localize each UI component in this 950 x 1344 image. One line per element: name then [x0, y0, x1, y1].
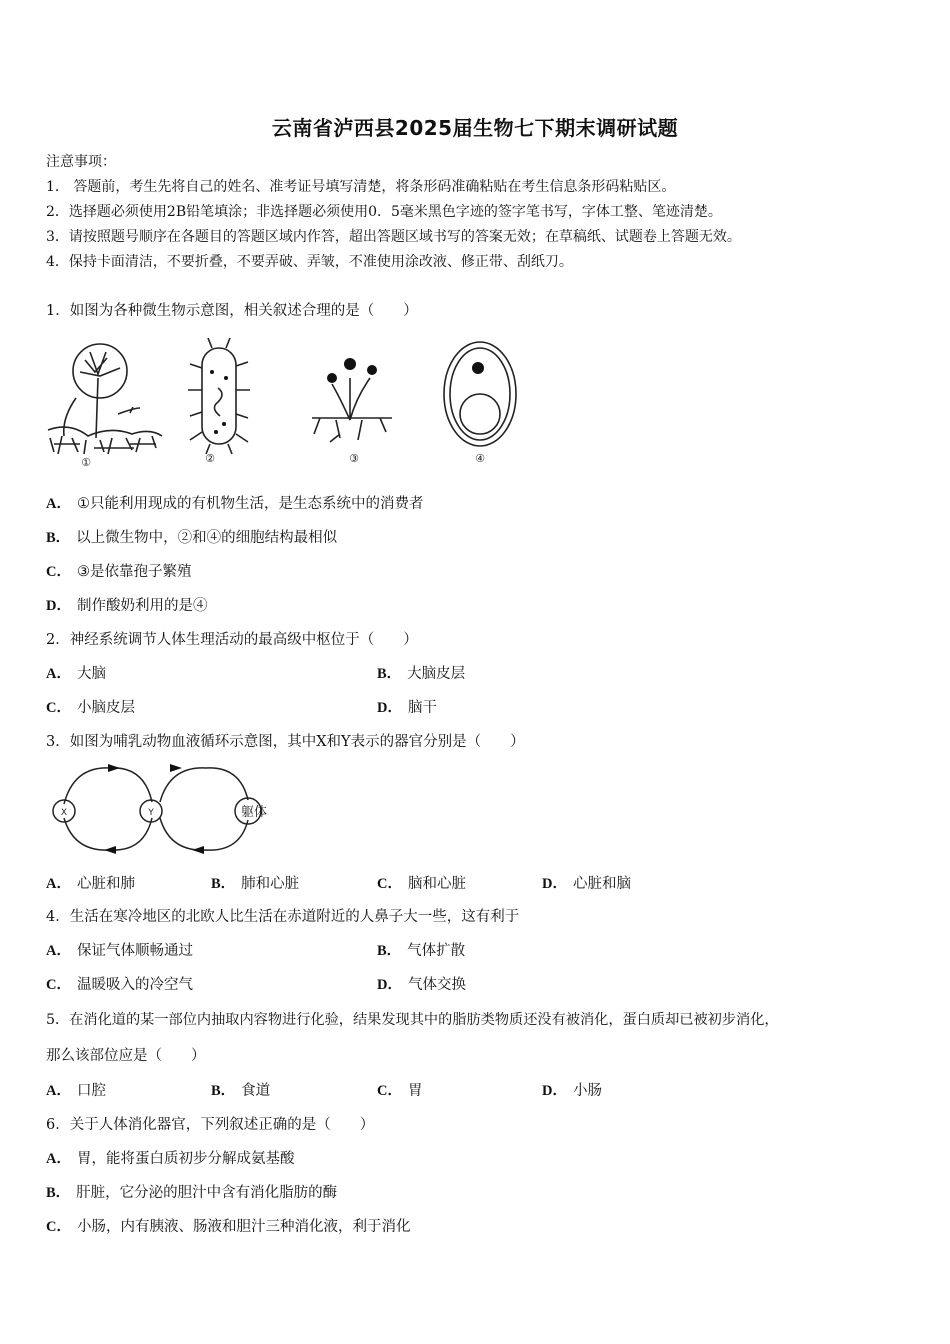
q3-option-d: D． 心脏和脑	[542, 876, 631, 892]
figure-label-2: ②	[205, 452, 215, 465]
q3-option-a: A． 心脏和肺	[46, 876, 135, 892]
q5-option-b: B． 食道	[211, 1083, 271, 1099]
question-5-stem-line1: 5．在消化道的某一部位内抽取内容物进行化验，结果发现其中的脂肪类物质还没有被消化，蛋白质却已被初步消化，	[46, 1012, 779, 1028]
diagram-label-y: Y	[148, 808, 154, 818]
mold-drawing	[48, 344, 162, 454]
diagram-label-body: 躯体	[240, 805, 268, 820]
fungus-drawing	[312, 378, 392, 442]
q1-option-d: D． 制作酸奶利用的是④	[46, 598, 208, 614]
q2-option-d: D． 脑干	[377, 700, 437, 716]
question-3-stem: 3．如图为哺乳动物血液循环示意图，其中X和Y表示的器官分别是（ ）	[46, 734, 525, 750]
diagram-label-x: X	[60, 808, 68, 818]
question-2-stem: 2．神经系统调节人体生理活动的最高级中枢位于（ ）	[46, 632, 418, 648]
question-6-stem: 6．关于人体消化器官，下列叙述正确的是（ ）	[46, 1117, 375, 1133]
q4-option-d: D． 气体交换	[377, 977, 466, 993]
q2-option-a: A． 大脑	[46, 666, 106, 682]
q6-option-a: A． 胃，能将蛋白质初步分解成氨基酸	[46, 1151, 295, 1167]
question-5-stem-line2: 那么该部位应是（ ）	[46, 1048, 206, 1064]
microorganism-figure	[40, 338, 540, 474]
q2-option-b: B． 大脑皮层	[377, 666, 466, 682]
notice-item: 2．选择题必须使用2B铅笔填涂；非选择题必须使用0．5毫米黑色字迹的签字笔书写，字体工整、笔迹清楚。	[46, 204, 722, 220]
figure-label-1: ①	[81, 456, 91, 469]
notice-item: 4．保持卡面清洁，不要折叠，不要弄破、弄皱，不准使用涂改液、修正带、刮纸刀。	[46, 254, 573, 270]
question-4-stem: 4．生活在寒冷地区的北欧人比生活在赤道附近的人鼻子大一些，这有利于	[46, 909, 520, 925]
q6-option-c: C． 小肠，内有胰液、肠液和胆汁三种消化液，利于消化	[46, 1219, 411, 1235]
page-title: 云南省泸西县2025届生物七下期末调研试题	[271, 116, 679, 140]
figure-label-4: ④	[475, 452, 485, 465]
notice-item: 1． 答题前，考生先将自己的姓名、准考证号填写清楚，将条形码准确粘贴在考生信息条形码粘贴区。	[46, 179, 676, 195]
q6-option-b: B． 肝脏，它分泌的胆汁中含有消化脂肪的酶	[46, 1185, 338, 1201]
figure-label-3: ③	[349, 452, 359, 465]
notice-heading: 注意事项：	[46, 154, 116, 170]
circulation-diagram	[44, 762, 284, 858]
q2-option-c: C． 小脑皮层	[46, 700, 135, 716]
q5-option-a: A． 口腔	[46, 1083, 106, 1099]
q3-option-b: B． 肺和心脏	[211, 876, 300, 892]
question-1-stem: 1．如图为各种微生物示意图，相关叙述合理的是（ ）	[46, 303, 418, 319]
q1-option-a: A． ①只能利用现成的有机物生活，是生态系统中的消费者	[46, 496, 424, 512]
q4-option-b: B． 气体扩散	[377, 943, 466, 959]
q5-option-c: C． 胃	[377, 1083, 423, 1099]
q4-option-c: C． 温暖吸入的冷空气	[46, 977, 193, 993]
q4-option-a: A． 保证气体顺畅通过	[46, 943, 193, 959]
bacterium-drawing	[188, 338, 250, 454]
q1-option-b: B． 以上微生物中，②和④的细胞结构最相似	[46, 530, 338, 546]
q1-option-c: C． ③是依靠孢子繁殖	[46, 564, 192, 580]
notice-item: 3．请按照题号顺序在各题目的答题区域内作答，超出答题区域书写的答案无效；在草稿纸、试题卷上答题无效。	[46, 229, 741, 245]
yeast-drawing	[444, 342, 516, 446]
q5-option-d: D． 小肠	[542, 1083, 602, 1099]
q3-option-c: C． 脑和心脏	[377, 876, 466, 892]
